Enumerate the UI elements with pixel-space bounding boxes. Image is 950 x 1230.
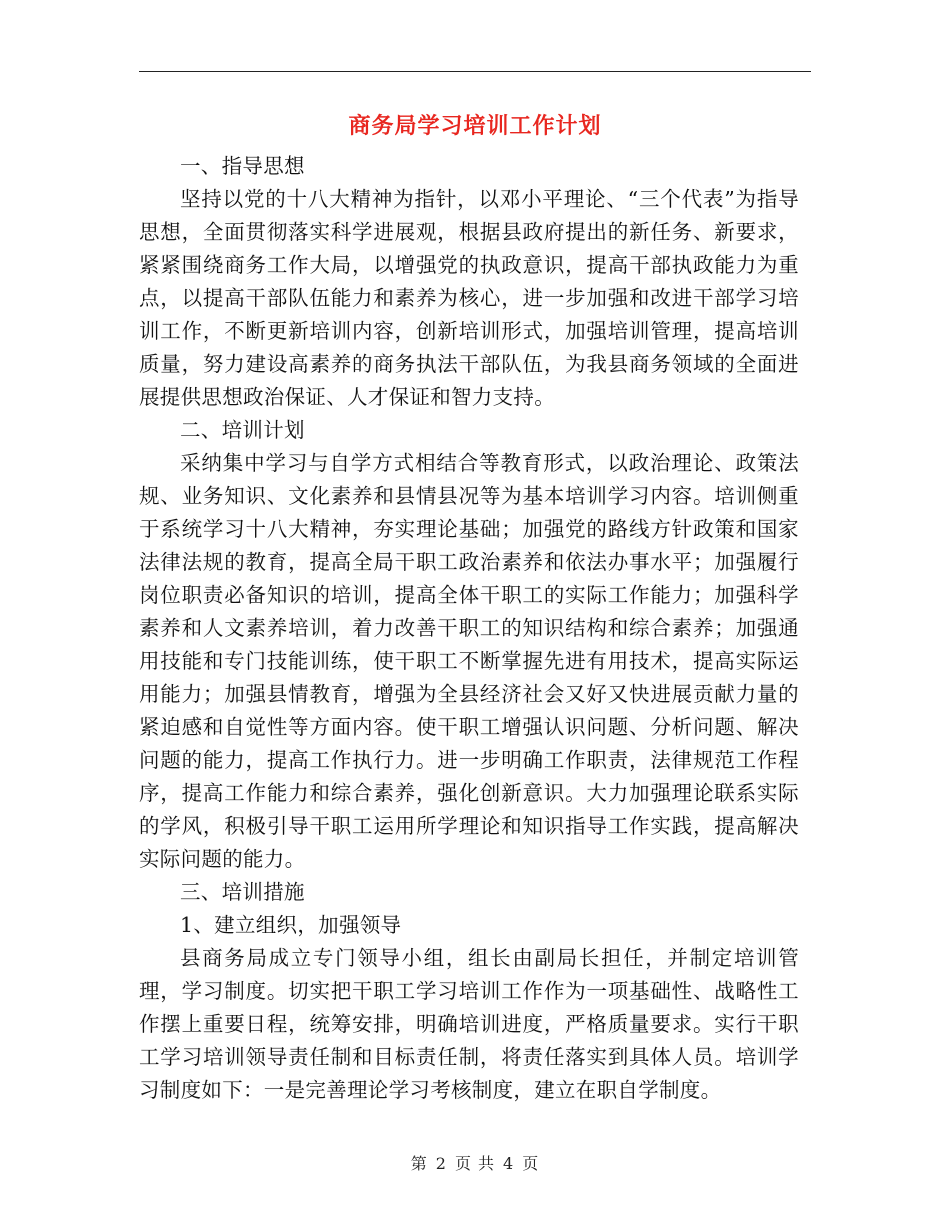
document-title: 商务局学习培训工作计划 <box>348 113 602 139</box>
footer-total-pages: 4 <box>503 1154 515 1173</box>
section-heading-guiding-ideology: 一、指导思想 <box>180 154 305 178</box>
paragraph-organization-leadership: 县商务局成立专门领导小组，组长由副局长担任，并制定培训管理，学习制度。切实把干职工学习培训工作作为一项基础性、战略性工作摆上重要日程，统筹安排，明确培训进度，严格质量要求。实行干职工学习培训领导责任制和目标责任制，将责任落实到具体人员。培训学习制度如下：一是完善理论学习考核制度，建立在职自学制度。 <box>139 946 799 1102</box>
document-body <box>139 150 799 1107</box>
header-rule <box>139 71 811 72</box>
footer-current-page: 2 <box>435 1154 447 1173</box>
paragraph-training-plan: 采纳集中学习与自学方式相结合等教育形式，以政治理论、政策法规、业务知识、文化素养和县情县况等为基本培训学习内容。培训侧重于系统学习十八大精神，夯实理论基础；加强党的路线方针政策和国家法律法规的教育，提高全局干职工政治素养和依法办事水平；加强履行岗位职责必备知识的培训，提高全体干职工的实际工作能力；加强科学素养和人文素养培训，着力改善干职工的知识结构和综合素养；加强通用技能和专门技能训练，使干职工不断掌握先进有用技术，提高实际运用能力；加强县情教育，增强为全县经济社会又好又快进展贡献力量的紧迫感和自觉性等方面内容。使干职工增强认识问题、分析问题、解决问题的能力，提高工作执行力。进一步明确工作职责，法律规范工作程序，提高工作能力和综合素养，强化创新意识。大力加强理论联系实际的学风，积极引导干职工运用所学理论和知识指导工作实践，提高解决实际问题的能力。 <box>139 451 799 871</box>
page-footer <box>0 1152 950 1176</box>
section-heading-training-measures: 三、培训措施 <box>180 880 305 904</box>
subheading-organization-leadership: 1、建立组织，加强领导 <box>180 913 402 937</box>
footer-suffix: 页 <box>522 1154 540 1173</box>
footer-middle: 页 共 <box>454 1154 496 1173</box>
section-heading-training-plan: 二、培训计划 <box>180 418 305 442</box>
footer-prefix: 第 <box>410 1154 428 1173</box>
paragraph-guiding-ideology: 坚持以党的十八大精神为指针，以邓小平理论、“三个代表”为指导思想，全面贯彻落实科学进展观，根据县政府提出的新任务、新要求，紧紧围绕商务工作大局，以增强党的执政意识，提高干部执政能力为重点，以提高干部队伍能力和素养为核心，进一步加强和改进干部学习培训工作，不断更新培训内容，创新培训形式，加强培训管理，提高培训质量，努力建设高素养的商务执法干部队伍，为我县商务领域的全面进展提供思想政治保证、人才保证和智力支持。 <box>139 187 799 409</box>
